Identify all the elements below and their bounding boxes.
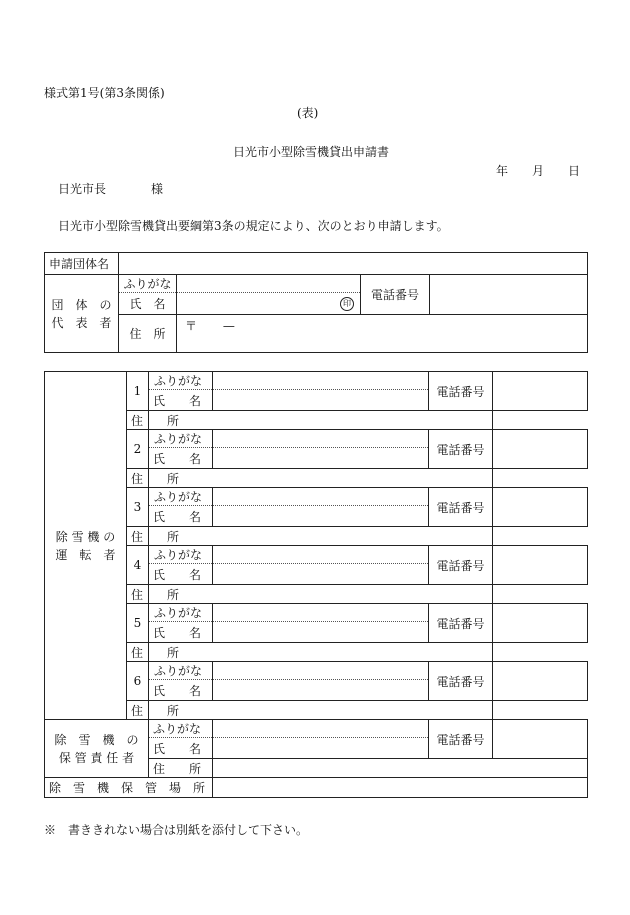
operator-name-label: 氏 名	[149, 622, 213, 643]
operator-furigana-label	[149, 604, 213, 622]
operator-name-field[interactable]	[213, 448, 429, 469]
operator-furigana-field[interactable]	[213, 662, 429, 680]
rep-address-label: 住 所	[119, 315, 177, 353]
postal-mark: 〒	[185, 319, 198, 333]
operator-address-field[interactable]	[149, 411, 493, 430]
operator-name-label: 氏 名	[149, 680, 213, 701]
operator-phone-field[interactable]	[493, 372, 588, 411]
operator-address-label: 住 所	[127, 643, 149, 662]
storage-label: 除 雪 機 保 管 場 所	[45, 778, 213, 798]
operator-name-field[interactable]	[213, 680, 429, 701]
operator-phone-label: 電話番号	[429, 604, 493, 643]
operator-address-field[interactable]	[149, 527, 493, 546]
operator-address-label: 住 所	[127, 527, 149, 546]
operator-name-field[interactable]	[213, 506, 429, 527]
operator-furigana-text: ふりがな	[154, 548, 203, 562]
postal-dash: —	[222, 319, 235, 333]
operator-name-field[interactable]	[213, 564, 429, 585]
operator-number: 1	[127, 372, 149, 411]
date-month: 月	[532, 164, 545, 178]
operator-furigana-text: ふりがな	[154, 664, 203, 678]
custodian-address-field[interactable]	[213, 759, 588, 778]
operator-phone-label: 電話番号	[429, 662, 493, 701]
representative-label-line1: 団 体 の	[51, 297, 112, 312]
rep-name-field[interactable]	[177, 293, 361, 315]
operators-label	[45, 372, 127, 720]
operator-furigana-text: ふりがな	[154, 490, 203, 504]
side-label: (表)	[297, 106, 319, 120]
operator-furigana-field[interactable]	[213, 488, 429, 506]
representative-label-line2: 代 表 者	[51, 315, 112, 330]
operator-phone-field[interactable]	[493, 488, 588, 527]
operator-address-label: 住 所	[127, 701, 149, 720]
operator-furigana-field[interactable]	[213, 546, 429, 564]
seal-mark: 印	[340, 297, 354, 311]
custodian-phone-label: 電話番号	[429, 720, 493, 759]
applicant-table	[44, 252, 588, 353]
operator-address-field[interactable]	[149, 701, 493, 720]
page-title: 日光市小型除雪機貸出申請書	[233, 145, 390, 159]
operator-number: 3	[127, 488, 149, 527]
custodian-name-field[interactable]	[213, 738, 429, 759]
operator-number: 4	[127, 546, 149, 585]
operator-phone-field[interactable]	[493, 430, 588, 469]
operator-name-label: 氏 名	[149, 448, 213, 469]
custodian-furigana-label: ふりがな	[149, 720, 213, 738]
operator-name-label: 氏 名	[149, 506, 213, 527]
rep-name-label: 氏 名	[119, 293, 177, 315]
honorific: 様	[151, 182, 164, 196]
operator-furigana-label	[149, 662, 213, 680]
operator-furigana-label	[149, 488, 213, 506]
operator-furigana-text: ふりがな	[154, 374, 203, 388]
operator-furigana-label	[149, 430, 213, 448]
date-day: 日	[568, 164, 581, 178]
operator-address-field[interactable]	[149, 585, 493, 604]
storage-field[interactable]	[213, 778, 588, 798]
operator-furigana-text: ふりがな	[154, 432, 203, 446]
operator-number: 5	[127, 604, 149, 643]
operators-table	[44, 371, 588, 798]
operator-name-label: 氏 名	[149, 390, 213, 411]
operator-furigana-field[interactable]	[213, 372, 429, 390]
operator-furigana-label	[149, 372, 213, 390]
org-name-field[interactable]	[119, 253, 588, 275]
operators-label-line2: 運 転 者	[55, 547, 116, 562]
custodian-name-label: 氏 名	[149, 738, 213, 759]
operator-phone-field[interactable]	[493, 604, 588, 643]
rep-phone-field[interactable]	[430, 275, 588, 315]
operator-furigana-field[interactable]	[213, 430, 429, 448]
custodian-furigana-field[interactable]	[213, 720, 429, 738]
intro-text: 日光市小型除雪機貸出要綱第3条の規定により、次のとおり申請します。	[58, 219, 449, 233]
operator-address-field[interactable]	[149, 643, 493, 662]
operator-furigana-field[interactable]	[213, 604, 429, 622]
operator-phone-label: 電話番号	[429, 430, 493, 469]
operator-address-field[interactable]	[149, 469, 493, 488]
operator-phone-label: 電話番号	[429, 488, 493, 527]
operators-label-line1: 除 雪 機 の	[55, 529, 116, 544]
rep-furigana-field[interactable]	[177, 275, 361, 293]
org-name-label: 申請団体名	[45, 253, 119, 275]
footer-note: ※ 書ききれない場合は別紙を添付して下さい。	[44, 823, 309, 837]
operator-name-field[interactable]	[213, 622, 429, 643]
operator-furigana-label	[149, 546, 213, 564]
date-year: 年	[496, 164, 509, 178]
operator-phone-label: 電話番号	[429, 372, 493, 411]
rep-address-field[interactable]	[177, 315, 588, 353]
operator-name-label: 氏 名	[149, 564, 213, 585]
operator-phone-field[interactable]	[493, 546, 588, 585]
custodian-label-line1: 除 雪 機 の	[54, 732, 139, 747]
operator-address-label: 住 所	[127, 585, 149, 604]
addressee: 日光市長	[58, 182, 107, 196]
operator-address-label: 住 所	[127, 411, 149, 430]
representative-label	[45, 275, 119, 353]
custodian-phone-field[interactable]	[493, 720, 588, 759]
rep-furigana-label: ふりがな	[119, 275, 177, 293]
custodian-label	[45, 720, 149, 778]
rep-phone-label: 電話番号	[361, 275, 430, 315]
operator-name-field[interactable]	[213, 390, 429, 411]
custodian-address-label: 住 所	[149, 759, 213, 778]
operator-phone-label: 電話番号	[429, 546, 493, 585]
operator-furigana-text: ふりがな	[154, 606, 203, 620]
operator-address-label: 住 所	[127, 469, 149, 488]
operator-number: 6	[127, 662, 149, 701]
form-number: 様式第1号(第3条関係)	[44, 86, 165, 100]
operator-number: 2	[127, 430, 149, 469]
custodian-label-line2: 保 管 責 任 者	[58, 750, 135, 765]
operator-phone-field[interactable]	[493, 662, 588, 701]
